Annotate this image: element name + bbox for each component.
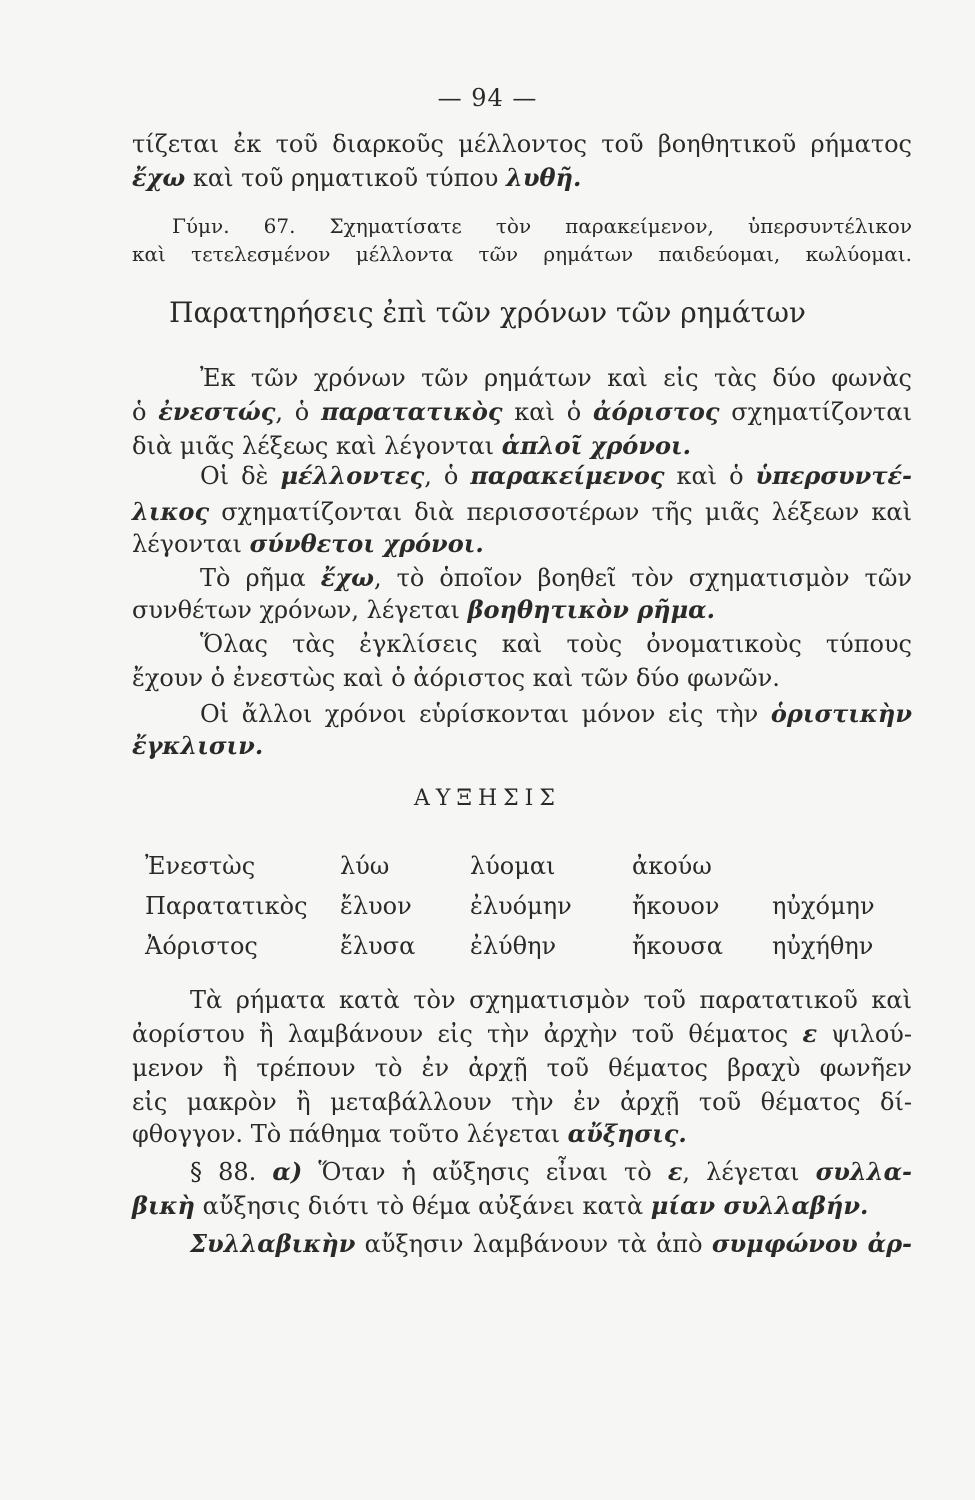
aug-l2-c: ψιλού- (817, 1020, 912, 1048)
augment-line-2 (132, 1018, 912, 1050)
augment-line-7 (132, 1190, 912, 1222)
table-cell: ἔλυον (340, 892, 412, 920)
term-syllavikin: Συλλαβικὴν (190, 1229, 356, 1258)
aug-l7-b: αὔξησις διότι τὸ θέμα αὐξάνει κατὰ (195, 1192, 651, 1220)
table-cell: ηὐχήθην (772, 932, 874, 960)
p1-l2-g: σχηματίζονται (719, 398, 913, 426)
intro-line-2-bold-echo: ἔχω (132, 163, 186, 192)
table-cell: ἐλύθην (470, 932, 557, 960)
intro-line-2 (132, 162, 912, 194)
intro-line-2-bold-lythi: λυθῆ. (506, 163, 582, 192)
p5-l1-a: Οἱ ἄλλοι χρόνοι εὑρίσκονται μόνον εἰς τὴν (200, 700, 771, 728)
p2-l1-e: καὶ ὁ (664, 462, 756, 490)
aug-l8-b: αὔξησιν λαμβάνουν τὰ ἀπὸ (355, 1230, 712, 1258)
table-cell: Ἀόριστος (145, 932, 258, 960)
paragraph-2-line-3 (132, 528, 912, 560)
p1-l2-e: καὶ ὁ (502, 398, 593, 426)
term-viki: βικὴ (132, 1191, 195, 1220)
table-row (145, 920, 905, 960)
term-sylla: συλλα- (815, 1157, 912, 1186)
table-cell: λύομαι (470, 852, 556, 880)
p3-l2-a: συνθέτων χρόνων, λέγεται (132, 596, 468, 624)
term-symfonou: συμφώνου ἀρ- (711, 1229, 913, 1258)
term-voithitikon-rima: βοηθητικὸν ρῆμα. (467, 595, 715, 624)
p1-l3-a: διὰ μιᾶς λέξεως καὶ λέγονται (132, 432, 502, 460)
conjugation-table (145, 840, 905, 960)
paragraph-4-line-2: ἔχουν ὁ ἐνεστὼς καὶ ὁ ἀόριστος καὶ τῶν δύο φωνῶν. (132, 664, 780, 692)
table-cell: λύω (340, 852, 390, 880)
p1-l2-c: , ὁ (275, 398, 322, 426)
p3-l1-a: Τὸ ρῆμα (200, 564, 321, 592)
term-syntheti-chronoi: σύνθετοι χρόνοι. (249, 529, 484, 558)
augment-line-3: μενον ἢ τρέπουν τὸ ἐν ἀρχῇ τοῦ θέματος βραχὺ φωνῆεν (132, 1054, 912, 1082)
term-epsilon-2: ε (667, 1157, 683, 1186)
table-cell: ἐλυόμην (470, 892, 572, 920)
term-epsilon: ε (802, 1019, 818, 1048)
p2-l1-a: Οἱ δὲ (200, 462, 281, 490)
paragraph-1-line-3 (132, 430, 912, 462)
term-hypersyntelikos: ὑπερσυντέ- (755, 461, 913, 490)
table-cell: ἔλυσα (340, 932, 416, 960)
paragraph-5-line-2: ἔγκλισιν. (132, 731, 264, 760)
term-echo: ἔχω (320, 563, 374, 592)
aug-l5-a: φθογγον. Τὸ πάθημα τοῦτο λέγεται (132, 1120, 568, 1148)
term-mellontes: μέλλοντες (280, 461, 425, 490)
intro-line-1: τίζεται ἐκ τοῦ διαρκοῦς μέλλοντος τοῦ βοηθητικοῦ ρήματος (132, 130, 912, 158)
table-cell: Παρατατικὸς (145, 892, 308, 920)
augment-title: ΑΥΞΗΣΙΣ (414, 786, 561, 811)
p2-l2-b: σχηματίζονται διὰ περισσοτέρων τῆς μιᾶς λέξεων καὶ (209, 498, 912, 526)
p2-l1-c: , ὁ (424, 462, 471, 490)
paragraph-2-line-2 (132, 496, 912, 528)
p3-l1-c: , τὸ ὁποῖον βοηθεῖ τὸν σχηματισμὸν τῶν (373, 564, 912, 592)
term-mian-syllavin: μίαν συλλαβήν. (650, 1191, 869, 1220)
aug-l6-a: § 88. (190, 1158, 273, 1186)
paragraph-4-line-1: Ὅλας τὰς ἐγκλίσεις καὶ τοὺς ὀνοματικοὺς τύπους (200, 630, 912, 658)
aug-l2-a: ἀορίστου ἢ λαμβάνουν εἰς τὴν ἀρχὴν τοῦ θέματος (132, 1020, 803, 1048)
table-cell: ἤκουσα (632, 932, 724, 960)
section-heading: Παρατηρήσεις ἐπὶ τῶν χρόνων τῶν ρημάτων (169, 296, 806, 329)
paragraph-3-line-1 (200, 562, 912, 594)
term-oristikin: ὁριστικὴν (770, 699, 912, 728)
term-enestos: ἐνεστώς (158, 397, 276, 426)
augment-line-6 (190, 1156, 912, 1188)
paragraph-3-line-2 (132, 594, 912, 626)
table-row (145, 880, 905, 920)
table-cell: ἤκουον (632, 892, 720, 920)
paragraph-1-line-1: Ἐκ τῶν χρόνων τῶν ρημάτων καὶ εἰς τὰς δύο φωνὰς (200, 364, 912, 392)
page-number: — 94 — (437, 84, 538, 112)
p1-l2-a: ὁ (132, 398, 159, 426)
augment-line-4: εἰς μακρὸν ἢ μεταβάλλουν τὴν ἐν ἀρχῇ τοῦ θέματος δί- (132, 1088, 912, 1116)
aug-l6-c: Ὅταν ἡ αὔξησις εἶναι τὸ (302, 1158, 668, 1186)
paragraph-1-line-2 (132, 396, 912, 428)
paragraph-5-line-1 (200, 698, 912, 730)
exercise-line-2: καὶ τετελεσμένον μέλλοντα τῶν ρημάτων παιδεύομαι, κωλύομαι. (132, 242, 912, 266)
term-afxisis: αὔξησις. (567, 1119, 687, 1148)
term-aoristos: ἀόριστος (592, 397, 720, 426)
exercise-line-1: Γύμν. 67. Σχηματίσατε τὸν παρακείμενον, ὑπερσυντέλικον (172, 214, 912, 238)
table-cell: ηὐχόμην (772, 892, 875, 920)
paragraph-2-line-1 (200, 460, 912, 492)
aug-l6-e: , λέγεται (682, 1158, 816, 1186)
term-likos: λικος (132, 497, 210, 526)
table-cell: Ἐνεστὼς (145, 852, 256, 880)
term-paratatikos: παρατατικὸς (321, 397, 503, 426)
augment-line-8 (190, 1228, 912, 1260)
term-aploi-chronoi: ἁπλοῖ χρόνοι. (501, 431, 691, 460)
p2-l3-a: λέγονται (132, 530, 250, 558)
intro-line-2-text: καὶ τοῦ ρηματικοῦ τύπου (185, 164, 507, 192)
augment-line-5 (132, 1118, 912, 1150)
term-parakeimenos: παρακείμενος (470, 461, 665, 490)
augment-line-1: Τὰ ρήματα κατὰ τὸν σχηματισμὸν τοῦ παρατατικοῦ καὶ (190, 986, 912, 1014)
table-cell: ἀκούω (632, 852, 712, 880)
marker-alpha: α) (272, 1157, 303, 1186)
table-row (145, 840, 905, 880)
